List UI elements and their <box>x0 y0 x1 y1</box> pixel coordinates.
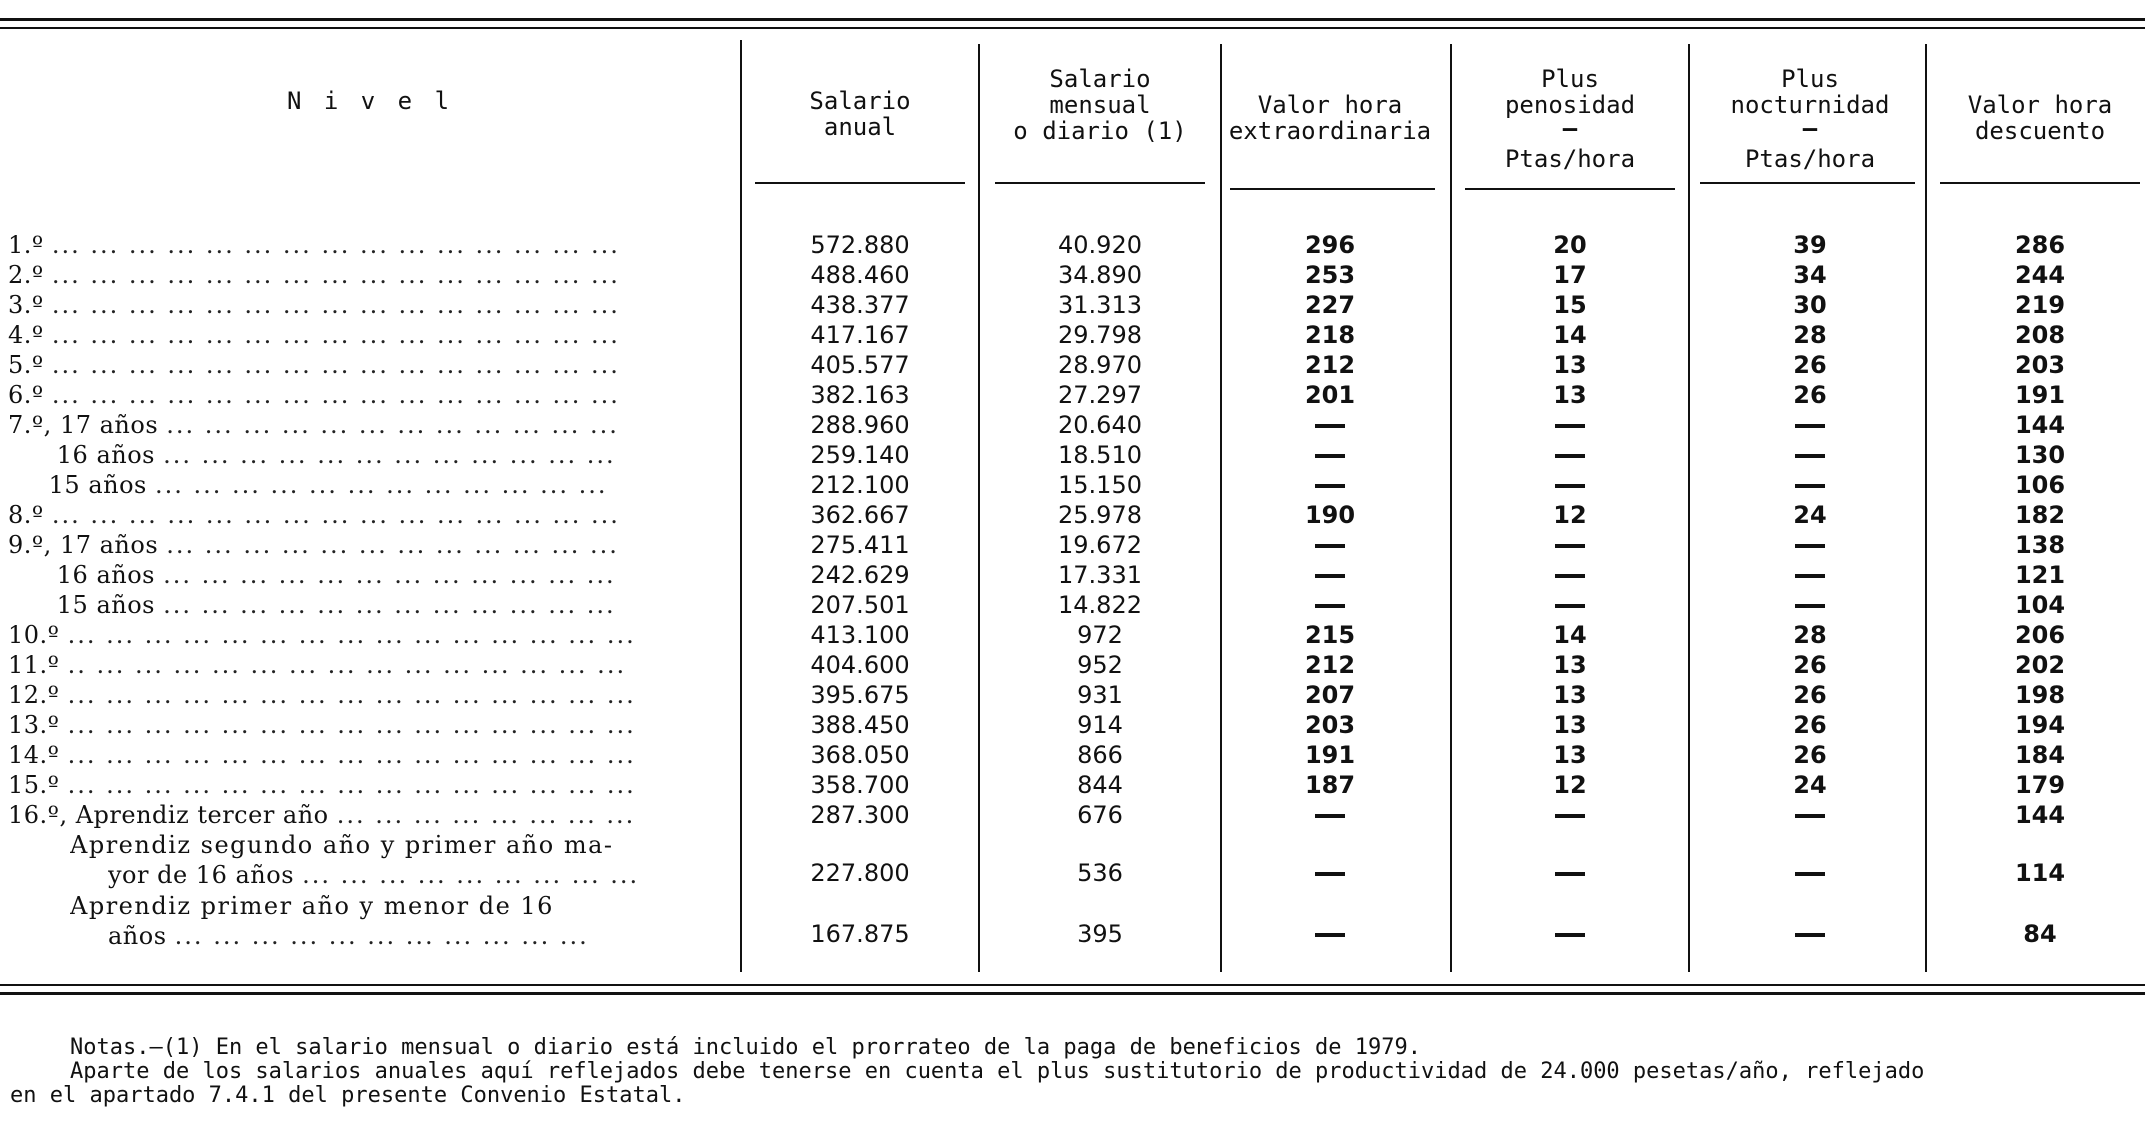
row-label <box>8 590 728 620</box>
valor-hora-descuento-cell: 198 <box>2014 681 2066 709</box>
valor-hora-descuento-cell: 202 <box>2014 651 2066 679</box>
leader-dots: ... ... ... ... ... ... ... ... ... ... ... ... ... ... ... <box>51 291 620 319</box>
row-label <box>8 530 728 560</box>
valor-hora-extra-cell: 227 <box>1304 291 1356 319</box>
salario-anual-cell: 275.411 <box>810 531 910 559</box>
leader-dots: ... ... ... ... ... ... ... ... ... ... ... ... ... ... ... <box>67 681 636 709</box>
header-nivel <box>0 88 740 114</box>
plus-penosidad-cell <box>1470 530 1670 560</box>
table-row <box>0 470 2145 500</box>
salario-mensual-cell: 972 <box>1077 621 1123 649</box>
salario-anual-cell: 382.163 <box>810 381 910 409</box>
plus-nocturnidad-cell: 26 <box>1793 651 1827 679</box>
table-row <box>0 830 2145 890</box>
note-line-2: Aparte de los salarios anuales aquí reflejados debe tenerse en cuenta el plus sustitutorio de productividad de 24.000 pesetas/año, reflejado <box>70 1059 1925 1084</box>
row-label <box>8 500 728 530</box>
header-line: descuento <box>1974 117 2106 145</box>
row-label <box>8 740 728 770</box>
salario-anual-cell: 438.377 <box>810 291 910 319</box>
plus-nocturnidad-cell: 24 <box>1793 501 1827 529</box>
salario-mensual-cell: 27.297 <box>1058 381 1142 409</box>
plus-nocturnidad-cell: 26 <box>1793 681 1827 709</box>
table-row <box>0 590 2145 620</box>
salario-anual-cell: 368.050 <box>810 741 910 769</box>
header-underline <box>1230 188 1435 190</box>
plus-nocturnidad-cell: 24 <box>1793 771 1827 799</box>
row-label-text: 15 años <box>8 591 155 619</box>
salario-anual-cell: 358.700 <box>810 771 910 799</box>
salario-anual-cell: 488.460 <box>810 261 910 289</box>
valor-hora-descuento-cell: 208 <box>2014 321 2066 349</box>
header-underline <box>995 182 1205 184</box>
dash-mark <box>1795 454 1825 458</box>
salario-anual-cell: 417.167 <box>810 321 910 349</box>
row-label-text: 4.º <box>8 321 44 349</box>
plus-nocturnidad-cell: 39 <box>1793 231 1827 259</box>
plus-penosidad-cell <box>1470 560 1670 590</box>
leader-dots: ... ... ... ... ... ... ... ... ... ... ... ... <box>163 441 616 469</box>
valor-hora-descuento-cell: 106 <box>2014 471 2066 499</box>
salario-mensual-cell: 15.150 <box>1058 471 1142 499</box>
row-label <box>8 440 728 470</box>
dash-mark <box>1555 872 1585 876</box>
plus-penosidad-cell: 14 <box>1553 321 1587 349</box>
row-label-text: años <box>108 922 167 950</box>
leader-dots: ... ... ... ... ... ... ... ... ... ... ... <box>174 922 589 950</box>
table-row <box>0 500 2145 530</box>
table-row <box>0 740 2145 770</box>
plus-penosidad-cell <box>1470 919 1670 949</box>
dash-mark <box>1795 484 1825 488</box>
valor-hora-extra-cell <box>1230 530 1430 560</box>
note-line-3: en el apartado 7.4.1 del presente Convenio Estatal. <box>10 1083 686 1108</box>
row-label-line2 <box>108 921 828 951</box>
valor-hora-extra-cell: 191 <box>1304 741 1356 769</box>
valor-hora-descuento-cell: 144 <box>2014 801 2066 829</box>
row-label-text: 10.º <box>8 621 60 649</box>
leader-dots: .. ... ... ... ... ... ... ... ... ... ... ... ... ... ... <box>67 651 627 679</box>
plus-penosidad-cell: 14 <box>1553 621 1587 649</box>
top-rule <box>0 18 2145 21</box>
row-label-text: 14.º <box>8 741 60 769</box>
dash-mark <box>1315 604 1345 608</box>
header-line: nocturnidad <box>1730 91 1890 119</box>
table-row <box>0 290 2145 320</box>
header-line: Ptas/hora <box>1504 145 1636 173</box>
salario-mensual-cell: 931 <box>1077 681 1123 709</box>
header-underline <box>1465 188 1675 190</box>
plus-nocturnidad-cell: 28 <box>1793 621 1827 649</box>
header-line: penosidad <box>1504 91 1636 119</box>
salario-mensual-cell: 31.313 <box>1058 291 1142 319</box>
leader-dots: ... ... ... ... ... ... ... ... ... ... ... ... <box>154 471 608 499</box>
plus-nocturnidad-cell: 26 <box>1793 711 1827 739</box>
table-row <box>0 650 2145 680</box>
row-label-line1: Aprendiz segundo año y primer año ma- <box>70 831 614 859</box>
header-line: Ptas/hora <box>1744 145 1876 173</box>
bottom-rule-thick <box>0 992 2145 995</box>
row-label <box>8 320 728 350</box>
leader-dots: ... ... ... ... ... ... ... ... ... <box>302 861 640 889</box>
row-label <box>8 680 728 710</box>
valor-hora-extra-cell: 207 <box>1304 681 1356 709</box>
header-line: Valor hora <box>1967 91 2113 119</box>
plus-penosidad-cell <box>1470 440 1670 470</box>
plus-penosidad-cell: 13 <box>1553 681 1587 709</box>
row-label-text: 2.º <box>8 261 44 289</box>
salario-anual-cell: 405.577 <box>810 351 910 379</box>
salario-mensual-cell: 536 <box>1077 859 1123 887</box>
salario-anual-cell: 288.960 <box>810 411 910 439</box>
dash-mark <box>1315 484 1345 488</box>
plus-nocturnidad-cell: 26 <box>1793 381 1827 409</box>
plus-penosidad-cell: 13 <box>1553 711 1587 739</box>
leader-dots: ... ... ... ... ... ... ... ... ... ... ... ... ... ... ... <box>51 501 620 529</box>
salario-anual-cell: 388.450 <box>810 711 910 739</box>
row-label-text: 15 años <box>8 471 147 499</box>
row-label-text: 15.º <box>8 771 60 799</box>
dash-mark <box>1555 424 1585 428</box>
dash-mark <box>1315 814 1345 818</box>
header-valor-hora-extra <box>1225 92 1435 144</box>
salario-mensual-cell: 25.978 <box>1058 501 1142 529</box>
row-label-text: 3.º <box>8 291 44 319</box>
table-row <box>0 380 2145 410</box>
row-label-text: 8.º <box>8 501 44 529</box>
header-plus-nocturnidad <box>1700 66 1920 172</box>
valor-hora-extra-cell: 212 <box>1304 351 1356 379</box>
valor-hora-descuento-cell: 114 <box>2014 859 2066 887</box>
row-label <box>8 350 728 380</box>
note-line-1: Notas.—(1) En el salario mensual o diario está incluido el prorrateo de la paga de beneficios de 1979. <box>70 1035 1422 1060</box>
notes <box>10 1036 2140 1108</box>
header-line: Salario <box>809 87 911 115</box>
header-underline <box>755 182 965 184</box>
dash-mark <box>1555 484 1585 488</box>
dash-mark <box>1555 814 1585 818</box>
valor-hora-descuento-cell: 286 <box>2014 231 2066 259</box>
salario-mensual-cell: 40.920 <box>1058 231 1142 259</box>
valor-hora-extra-cell <box>1230 919 1430 949</box>
valor-hora-descuento-cell: 144 <box>2014 411 2066 439</box>
table-row <box>0 320 2145 350</box>
table-row <box>0 891 2145 951</box>
plus-penosidad-cell: 20 <box>1553 231 1587 259</box>
table-row <box>0 350 2145 380</box>
dash-mark <box>1555 933 1585 937</box>
dash-mark <box>1795 424 1825 428</box>
leader-dots: ... ... ... ... ... ... ... ... ... ... ... ... <box>163 591 616 619</box>
valor-hora-descuento-cell: 184 <box>2014 741 2066 769</box>
plus-penosidad-cell: 13 <box>1553 741 1587 769</box>
dash-mark <box>1315 933 1345 937</box>
leader-dots: ... ... ... ... ... ... ... ... ... ... ... ... ... ... ... <box>51 261 620 289</box>
plus-nocturnidad-cell <box>1710 410 1910 440</box>
table-row <box>0 260 2145 290</box>
plus-nocturnidad-cell <box>1710 560 1910 590</box>
row-label <box>8 770 728 800</box>
valor-hora-extra-cell: 203 <box>1304 711 1356 739</box>
valor-hora-descuento-cell: 179 <box>2014 771 2066 799</box>
row-label <box>8 470 728 500</box>
plus-penosidad-cell: 13 <box>1553 381 1587 409</box>
salario-anual-cell: 207.501 <box>810 591 910 619</box>
valor-hora-extra-cell <box>1230 410 1430 440</box>
valor-hora-extra-cell <box>1230 590 1430 620</box>
salario-mensual-cell: 28.970 <box>1058 351 1142 379</box>
table-row <box>0 230 2145 260</box>
valor-hora-extra-cell: 190 <box>1304 501 1356 529</box>
dash-mark <box>1315 454 1345 458</box>
salario-anual-cell: 572.880 <box>810 231 910 259</box>
header-line: anual <box>823 113 897 141</box>
header-line: — <box>1562 114 1578 142</box>
row-label <box>8 230 728 260</box>
salario-anual-cell: 413.100 <box>810 621 910 649</box>
header-line: extraordinaria <box>1228 117 1432 145</box>
plus-penosidad-cell <box>1470 800 1670 830</box>
salario-mensual-cell: 914 <box>1077 711 1123 739</box>
bottom-rule <box>0 984 2145 986</box>
top-rule-thin <box>0 27 2145 29</box>
leader-dots: ... ... ... ... ... ... ... ... ... ... ... ... ... ... ... <box>51 321 620 349</box>
table-row <box>0 710 2145 740</box>
dash-mark <box>1315 424 1345 428</box>
plus-nocturnidad-cell <box>1710 858 1910 888</box>
header-line: Salario <box>1049 65 1151 93</box>
leader-dots: ... ... ... ... ... ... ... ... <box>336 801 636 829</box>
leader-dots: ... ... ... ... ... ... ... ... ... ... ... ... ... ... ... <box>67 771 636 799</box>
dash-mark <box>1555 454 1585 458</box>
plus-nocturnidad-cell <box>1710 470 1910 500</box>
leader-dots: ... ... ... ... ... ... ... ... ... ... ... ... <box>166 531 619 559</box>
salario-mensual-cell: 14.822 <box>1058 591 1142 619</box>
table-row <box>0 560 2145 590</box>
plus-penosidad-cell: 13 <box>1553 651 1587 679</box>
dash-mark <box>1315 872 1345 876</box>
header-nivel-text: N i v e l <box>286 87 454 115</box>
row-label-text: 7.º, 17 años <box>8 411 159 439</box>
salario-anual-cell: 167.875 <box>810 920 910 948</box>
dash-mark <box>1555 544 1585 548</box>
salario-anual-cell: 212.100 <box>810 471 910 499</box>
valor-hora-descuento-cell: 84 <box>2023 920 2057 948</box>
salario-anual-cell: 242.629 <box>810 561 910 589</box>
row-label-line1: Aprendiz primer año y menor de 16 <box>70 892 554 920</box>
salario-mensual-cell: 19.672 <box>1058 531 1142 559</box>
plus-penosidad-cell: 13 <box>1553 351 1587 379</box>
plus-penosidad-cell: 12 <box>1553 771 1587 799</box>
header-salario-anual <box>760 88 960 140</box>
dash-mark <box>1795 544 1825 548</box>
header-underline <box>1940 182 2140 184</box>
salario-anual-cell: 404.600 <box>810 651 910 679</box>
salario-mensual-cell: 395 <box>1077 920 1123 948</box>
salario-mensual-cell: 866 <box>1077 741 1123 769</box>
table-row <box>0 530 2145 560</box>
plus-nocturnidad-cell <box>1710 590 1910 620</box>
plus-nocturnidad-cell <box>1710 440 1910 470</box>
row-label-text: 12.º <box>8 681 60 709</box>
valor-hora-descuento-cell: 194 <box>2014 711 2066 739</box>
salario-mensual-cell: 20.640 <box>1058 411 1142 439</box>
valor-hora-extra-cell: 187 <box>1304 771 1356 799</box>
row-label-text: 1.º <box>8 231 44 259</box>
row-label <box>8 560 728 590</box>
plus-penosidad-cell <box>1470 470 1670 500</box>
row-label-text: 5.º <box>8 351 44 379</box>
row-label <box>8 380 728 410</box>
salario-mensual-cell: 34.890 <box>1058 261 1142 289</box>
header-valor-hora-descuento <box>1940 92 2140 144</box>
plus-nocturnidad-cell <box>1710 800 1910 830</box>
dash-mark <box>1315 574 1345 578</box>
row-label <box>8 410 728 440</box>
valor-hora-extra-cell: 201 <box>1304 381 1356 409</box>
salario-anual-cell: 395.675 <box>810 681 910 709</box>
plus-penosidad-cell <box>1470 410 1670 440</box>
plus-penosidad-cell: 15 <box>1553 291 1587 319</box>
valor-hora-descuento-cell: 182 <box>2014 501 2066 529</box>
plus-nocturnidad-cell <box>1710 530 1910 560</box>
leader-dots: ... ... ... ... ... ... ... ... ... ... ... ... <box>166 411 619 439</box>
header-line: Plus <box>1541 65 1599 93</box>
salario-mensual-cell: 676 <box>1077 801 1123 829</box>
row-label <box>8 650 728 680</box>
leader-dots: ... ... ... ... ... ... ... ... ... ... ... ... ... ... ... <box>51 381 620 409</box>
valor-hora-descuento-cell: 244 <box>2014 261 2066 289</box>
dash-mark <box>1555 574 1585 578</box>
salario-mensual-cell: 18.510 <box>1058 441 1142 469</box>
salario-anual-cell: 259.140 <box>810 441 910 469</box>
plus-nocturnidad-cell: 26 <box>1793 741 1827 769</box>
row-label-line2 <box>108 860 828 890</box>
valor-hora-descuento-cell: 138 <box>2014 531 2066 559</box>
table-row <box>0 440 2145 470</box>
table-row <box>0 770 2145 800</box>
table-row <box>0 410 2145 440</box>
row-label-text: 16.º, Aprendiz tercer año <box>8 801 329 829</box>
row-label-text: 16 años <box>8 561 155 589</box>
row-label-text: 9.º, 17 años <box>8 531 159 559</box>
dash-mark <box>1795 814 1825 818</box>
leader-dots: ... ... ... ... ... ... ... ... ... ... ... ... <box>163 561 616 589</box>
salario-mensual-cell: 844 <box>1077 771 1123 799</box>
plus-nocturnidad-cell: 26 <box>1793 351 1827 379</box>
valor-hora-descuento-cell: 206 <box>2014 621 2066 649</box>
plus-nocturnidad-cell: 30 <box>1793 291 1827 319</box>
header-line: — <box>1802 114 1818 142</box>
row-label <box>8 290 728 320</box>
salario-anual-cell: 287.300 <box>810 801 910 829</box>
plus-nocturnidad-cell: 28 <box>1793 321 1827 349</box>
row-label-text: 16 años <box>8 441 155 469</box>
plus-nocturnidad-cell <box>1710 919 1910 949</box>
header-line: Plus <box>1781 65 1839 93</box>
salario-mensual-cell: 952 <box>1077 651 1123 679</box>
valor-hora-extra-cell: 253 <box>1304 261 1356 289</box>
header-plus-penosidad <box>1470 66 1670 172</box>
row-label-text: yor de 16 años <box>108 861 295 889</box>
valor-hora-descuento-cell: 130 <box>2014 441 2066 469</box>
row-label <box>8 260 728 290</box>
leader-dots: ... ... ... ... ... ... ... ... ... ... ... ... ... ... ... <box>51 231 620 259</box>
header-line: mensual <box>1049 91 1151 119</box>
row-label-text: 6.º <box>8 381 44 409</box>
row-label <box>8 620 728 650</box>
header-salario-mensual <box>990 66 1210 144</box>
valor-hora-extra-cell <box>1230 560 1430 590</box>
header-line: Valor hora <box>1257 91 1403 119</box>
dash-mark <box>1795 933 1825 937</box>
dash-mark <box>1795 872 1825 876</box>
plus-penosidad-cell <box>1470 590 1670 620</box>
row-label <box>8 800 728 830</box>
plus-penosidad-cell: 17 <box>1553 261 1587 289</box>
table-row <box>0 620 2145 650</box>
plus-penosidad-cell <box>1470 858 1670 888</box>
dash-mark <box>1315 544 1345 548</box>
dash-mark <box>1795 574 1825 578</box>
table-row <box>0 680 2145 710</box>
leader-dots: ... ... ... ... ... ... ... ... ... ... ... ... ... ... ... <box>51 351 620 379</box>
leader-dots: ... ... ... ... ... ... ... ... ... ... ... ... ... ... ... <box>67 711 636 739</box>
leader-dots: ... ... ... ... ... ... ... ... ... ... ... ... ... ... ... <box>67 741 636 769</box>
table-row <box>0 800 2145 830</box>
valor-hora-extra-cell: 218 <box>1304 321 1356 349</box>
row-label-text: 11.º <box>8 651 60 679</box>
header-underline <box>1700 182 1915 184</box>
plus-nocturnidad-cell: 34 <box>1793 261 1827 289</box>
valor-hora-extra-cell: 296 <box>1304 231 1356 259</box>
plus-penosidad-cell: 12 <box>1553 501 1587 529</box>
valor-hora-descuento-cell: 104 <box>2014 591 2066 619</box>
row-label <box>8 710 728 740</box>
valor-hora-descuento-cell: 219 <box>2014 291 2066 319</box>
row-label-text: 13.º <box>8 711 60 739</box>
header-line: o diario (1) <box>1013 117 1187 145</box>
salario-mensual-cell: 17.331 <box>1058 561 1142 589</box>
salario-anual-cell: 227.800 <box>810 859 910 887</box>
dash-mark <box>1795 604 1825 608</box>
dash-mark <box>1555 604 1585 608</box>
valor-hora-extra-cell <box>1230 440 1430 470</box>
valor-hora-descuento-cell: 203 <box>2014 351 2066 379</box>
leader-dots: ... ... ... ... ... ... ... ... ... ... ... ... ... ... ... <box>67 621 636 649</box>
valor-hora-descuento-cell: 121 <box>2014 561 2066 589</box>
valor-hora-descuento-cell: 191 <box>2014 381 2066 409</box>
valor-hora-extra-cell: 212 <box>1304 651 1356 679</box>
valor-hora-extra-cell <box>1230 858 1430 888</box>
valor-hora-extra-cell <box>1230 800 1430 830</box>
valor-hora-extra-cell <box>1230 470 1430 500</box>
salario-anual-cell: 362.667 <box>810 501 910 529</box>
salario-mensual-cell: 29.798 <box>1058 321 1142 349</box>
valor-hora-extra-cell: 215 <box>1304 621 1356 649</box>
